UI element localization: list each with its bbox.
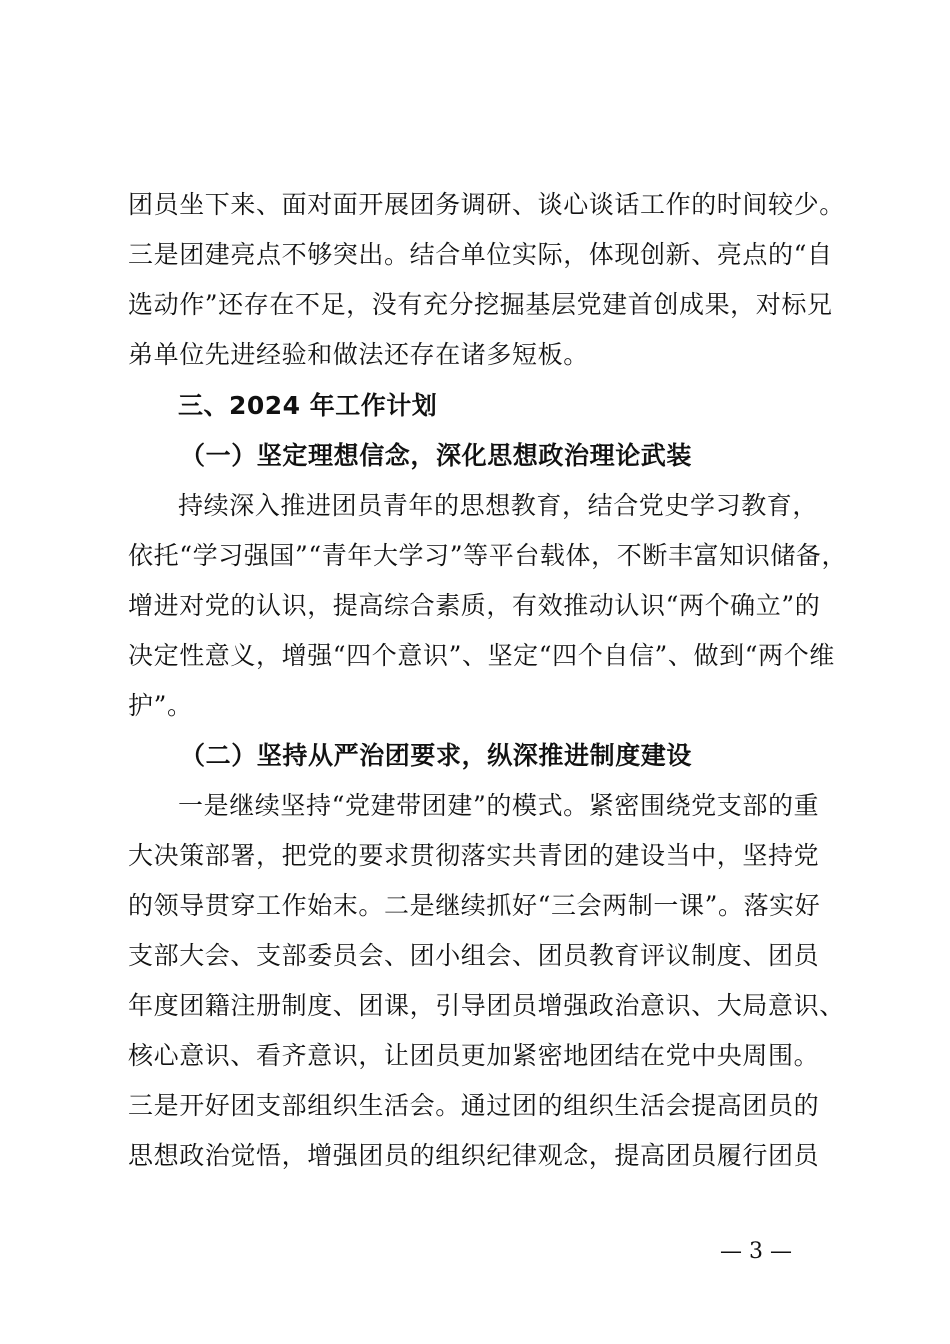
body-line-6: 依托“学习强国”“青年大学习”等平台载体，不断丰富知识储备， bbox=[128, 541, 848, 570]
body-line-12: 的领导贯穿工作始末。二是继续抓好“三会两制一课”。落实好 bbox=[128, 891, 821, 920]
body-line-13: 支部大会、支部委员会、团小组会、团员教育评议制度、团员 bbox=[128, 941, 820, 970]
body-line-2: 三是团建亮点不够突出。结合单位实际，体现创新、亮点的“自 bbox=[128, 240, 833, 269]
body-line-5: 持续深入推进团员青年的思想教育，结合党史学习教育， bbox=[178, 491, 819, 520]
body-line-9: 护”。 bbox=[128, 691, 193, 720]
section-heading: 三、2024 年工作计划 bbox=[178, 391, 438, 420]
body-line-17: 思想政治觉悟，增强团员的组织纪律观念，提高团员履行团员 bbox=[128, 1141, 820, 1170]
body-line-15: 核心意识、看齐意识，让团员更加紧密地团结在党中央周围。 bbox=[128, 1041, 820, 1070]
body-line-11: 大决策部署，把党的要求贯彻落实共青团的建设当中，坚持党 bbox=[128, 841, 820, 870]
subsection-heading-2: （二）坚持从严治团要求，纵深推进制度建设 bbox=[180, 741, 693, 770]
body-line-10: 一是继续坚持“党建带团建”的模式。紧密围绕党支部的重 bbox=[178, 791, 820, 820]
body-line-3: 选动作”还存在不足，没有充分挖掘基层党建首创成果，对标兄 bbox=[128, 290, 833, 319]
body-line-8: 决定性意义，增强“四个意识”、坚定“四个自信”、做到“两个维 bbox=[128, 641, 835, 670]
subsection-heading-1: （一）坚定理想信念，深化思想政治理论武装 bbox=[180, 441, 693, 470]
page-number: — 3 — bbox=[720, 1239, 792, 1264]
body-line-14: 年度团籍注册制度、团课，引导团员增强政治意识、大局意识、 bbox=[128, 991, 845, 1020]
body-line-1: 团员坐下来、面对面开展团务调研、谈心谈话工作的时间较少。 bbox=[128, 190, 845, 219]
body-line-4: 弟单位先进经验和做法还存在诸多短板。 bbox=[128, 340, 589, 369]
body-line-7: 增进对党的认识，提高综合素质，有效推动认识“两个确立”的 bbox=[128, 591, 821, 620]
body-line-16: 三是开好团支部组织生活会。通过团的组织生活会提高团员的 bbox=[128, 1091, 820, 1120]
